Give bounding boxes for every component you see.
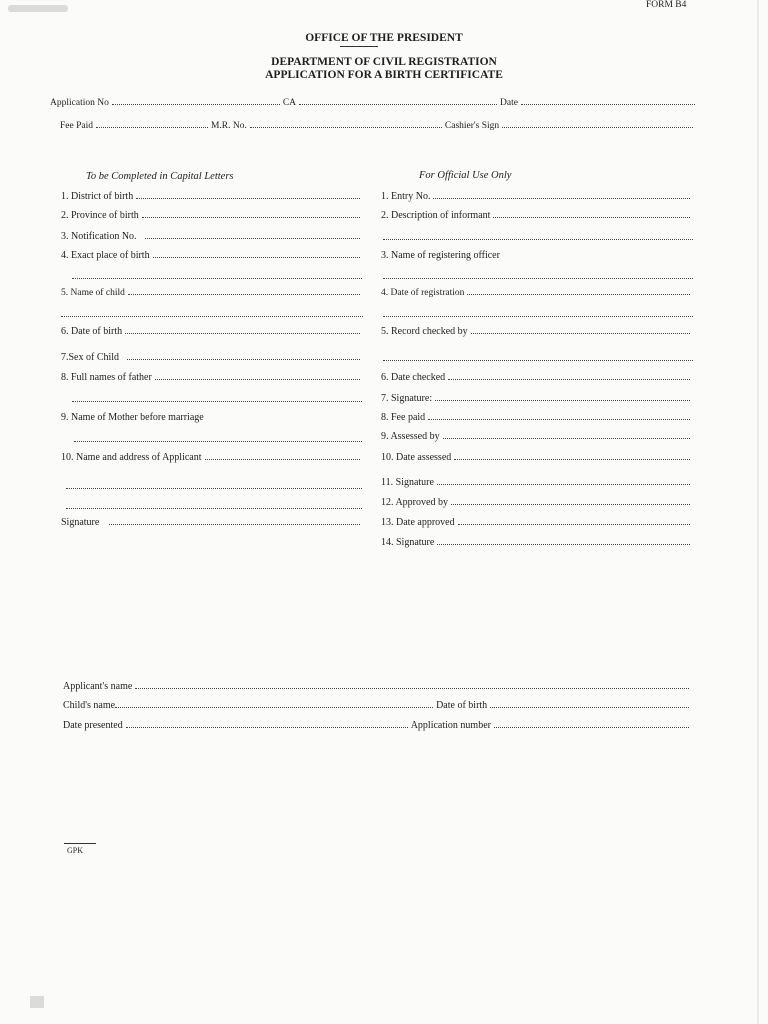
header-underline bbox=[340, 46, 378, 47]
ca-label: CA bbox=[282, 98, 297, 108]
field-applicants-name: Applicant's name bbox=[63, 681, 692, 692]
bottom-date-of-birth-label: Date of birth bbox=[436, 700, 488, 711]
field-exact-place-of-birth: 4. Exact place of birth bbox=[61, 250, 363, 261]
field-registration-continuation[interactable] bbox=[383, 316, 693, 317]
field-description-of-informant: 2. Description of informant bbox=[381, 210, 693, 221]
field-entry-no: 1. Entry No. bbox=[381, 191, 693, 202]
field-province-of-birth: 2. Province of birth bbox=[61, 210, 363, 221]
footer-rule bbox=[64, 843, 96, 844]
date-label: Date bbox=[500, 98, 518, 108]
field-approved-by: 12. Approved by bbox=[381, 497, 693, 508]
field-fee-paid: 8. Fee paid bbox=[381, 412, 693, 423]
application-number-label: Application number bbox=[410, 720, 491, 731]
field-name-of-child: 5. Name of child bbox=[61, 288, 363, 298]
field-signature-14: 14. Signature bbox=[381, 537, 693, 548]
fee-paid-field[interactable] bbox=[96, 127, 208, 128]
field-notification-no: 3. Notification No. bbox=[61, 231, 363, 242]
field-father-continuation[interactable] bbox=[72, 401, 362, 402]
top-fields-row-2 bbox=[60, 121, 696, 131]
scan-smudge-bottom bbox=[30, 996, 44, 1008]
header-office: OFFICE OF THE PRESIDENT bbox=[305, 32, 463, 44]
scan-smudge bbox=[8, 5, 68, 12]
application-no-label: Application No bbox=[50, 98, 109, 108]
field-date-checked: 6. Date checked bbox=[381, 372, 693, 383]
application-no-field[interactable] bbox=[112, 104, 280, 105]
field-applicant-name-address: 10. Name and address of Applicant bbox=[61, 452, 363, 463]
bottom-date-of-birth-field[interactable] bbox=[490, 707, 689, 708]
top-fields-row-1 bbox=[50, 98, 698, 108]
field-signature-11: 11. Signature bbox=[381, 477, 693, 488]
field-district-of-birth: 1. District of birth bbox=[61, 191, 363, 202]
form-code: FORM B4 bbox=[646, 0, 687, 10]
mr-no-field[interactable] bbox=[250, 127, 442, 128]
cashiers-sign-label: Cashier's Sign bbox=[444, 121, 500, 131]
field-date-approved: 13. Date approved bbox=[381, 517, 693, 528]
fee-paid-label: Fee Paid bbox=[60, 121, 93, 131]
date-field[interactable] bbox=[521, 104, 695, 105]
field-registering-officer-line[interactable] bbox=[383, 278, 693, 279]
field-exact-place-of-birth-continuation[interactable] bbox=[72, 278, 362, 279]
header-department: DEPARTMENT OF CIVIL REGISTRATION bbox=[271, 56, 497, 68]
left-column-heading: To be Completed in Capital Letters bbox=[86, 171, 234, 182]
field-signature-left: Signature bbox=[61, 517, 363, 528]
childs-name-label: Child's name bbox=[63, 700, 116, 711]
cashiers-sign-field[interactable] bbox=[502, 127, 693, 128]
field-registering-officer-label: 3. Name of registering officer bbox=[381, 250, 500, 261]
childs-name-field[interactable] bbox=[115, 707, 433, 708]
field-date-presented-row bbox=[63, 720, 692, 731]
application-number-field[interactable] bbox=[494, 727, 689, 728]
field-childs-name-row bbox=[63, 700, 692, 711]
field-mother-before-marriage-line[interactable] bbox=[74, 441, 362, 442]
mr-no-label: M.R. No. bbox=[210, 121, 247, 131]
date-presented-label: Date presented bbox=[63, 720, 123, 731]
header-application-title: APPLICATION FOR A BIRTH CERTIFICATE bbox=[265, 69, 503, 81]
field-full-names-of-father: 8. Full names of father bbox=[61, 372, 363, 383]
field-record-checked-continuation[interactable] bbox=[383, 360, 693, 361]
date-presented-field[interactable] bbox=[126, 727, 408, 728]
field-signature-7: 7. Signature: bbox=[381, 393, 693, 404]
field-sex-of-child: 7.Sex of Child bbox=[61, 352, 363, 363]
field-informant-continuation[interactable] bbox=[383, 239, 693, 240]
field-applicant-address-line-1[interactable] bbox=[66, 488, 362, 489]
ca-field[interactable] bbox=[299, 104, 497, 105]
field-date-of-birth: 6. Date of birth bbox=[61, 326, 363, 337]
field-mother-before-marriage-label: 9. Name of Mother before marriage bbox=[61, 412, 204, 423]
field-name-of-child-continuation[interactable] bbox=[61, 316, 363, 317]
scan-edge bbox=[757, 0, 759, 1024]
footer-code: GPK bbox=[67, 846, 84, 855]
field-assessed-by: 9. Assessed by bbox=[381, 431, 693, 442]
field-date-of-registration: 4. Date of registration bbox=[381, 288, 693, 298]
field-applicant-address-line-2[interactable] bbox=[66, 508, 362, 509]
field-date-assessed: 10. Date assessed bbox=[381, 452, 693, 463]
right-column-heading: For Official Use Only bbox=[419, 170, 512, 181]
field-record-checked-by: 5. Record checked by bbox=[381, 326, 693, 337]
